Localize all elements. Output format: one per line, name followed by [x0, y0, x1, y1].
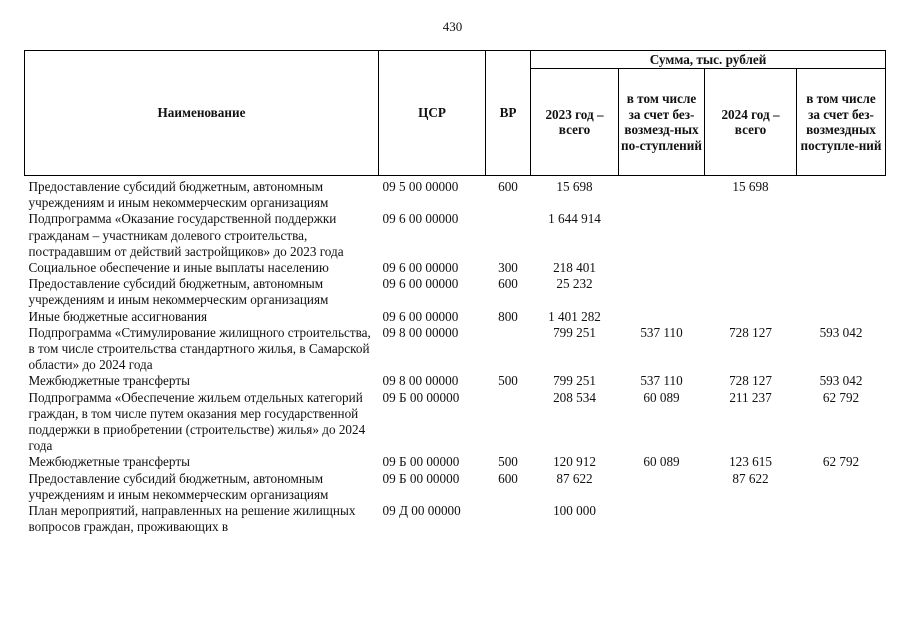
row-2024-free: 593 042 [819, 324, 863, 340]
row-2023-free [619, 503, 705, 535]
row-2023-total: 208 534 [553, 389, 596, 405]
row-2023-total: 87 622 [556, 470, 593, 486]
row-2023-total: 120 912 [553, 454, 596, 470]
row-2024-free [797, 503, 886, 535]
row-vr: 600 [498, 179, 518, 194]
row-csr: 09 Б 00 00000 [382, 389, 460, 405]
row-2024-total: 87 622 [732, 470, 769, 486]
row-2024-total: 123 615 [729, 454, 772, 470]
row-name: Межбюджетные трансферты [28, 373, 190, 389]
table-row [25, 373, 886, 389]
row-csr: 09 Б 00 00000 [382, 454, 460, 470]
row-csr: 09 6 00 00000 [382, 260, 459, 276]
row-csr: 09 6 00 00000 [382, 276, 459, 292]
table-row [25, 390, 886, 455]
row-vr [486, 390, 531, 455]
row-vr: 500 [498, 454, 518, 470]
row-name: План мероприятий, направленных на решение жилищных вопросов граждан, проживающих в [28, 503, 356, 535]
row-2024-total: 211 237 [729, 389, 772, 405]
row-2023-total: 1 401 282 [548, 308, 601, 324]
row-vr: 600 [498, 276, 518, 292]
row-2024-free [797, 276, 886, 308]
header-total-2024: 2024 год – всего [705, 69, 797, 176]
table-row [25, 276, 886, 308]
row-vr: 500 [498, 373, 518, 389]
row-csr: 09 6 00 00000 [382, 211, 459, 227]
budget-table [24, 50, 886, 535]
row-2024-free: 62 792 [822, 389, 860, 405]
row-2024-total: 728 127 [729, 324, 772, 340]
header-sum: Сумма, тыс. рублей [531, 51, 886, 69]
table-row [25, 309, 886, 325]
row-2023-free [619, 176, 705, 212]
row-2024-total [705, 503, 797, 535]
row-2023-free [619, 309, 705, 325]
row-csr: 09 6 00 00000 [382, 308, 459, 324]
row-2023-total: 1 644 914 [548, 211, 601, 227]
header-incl-2023: в том числе за счет без-возмезд-ных по-ступлений [619, 69, 705, 176]
row-2023-free: 537 110 [640, 373, 683, 389]
row-name: Подпрограмма «Стимулирование жилищного строительства, в том числе строительства стандартного жилья, в Самарской области» до 2024 года [28, 324, 371, 373]
header-csr: ЦСР [379, 51, 486, 176]
row-2023-free: 537 110 [640, 324, 683, 340]
row-name: Предоставление субсидий бюджетным, автономным учреждениям и иным некоммерческим организациям [28, 276, 329, 308]
row-csr: 09 Д 00 00000 [382, 503, 461, 519]
row-name: Социальное обеспечение и иные выплаты населению [28, 260, 329, 276]
row-vr [486, 503, 531, 535]
row-vr: 800 [498, 308, 518, 324]
row-csr: 09 Б 00 00000 [382, 470, 460, 486]
header-total-2023: 2023 год – всего [531, 69, 619, 176]
row-2023-free: 60 089 [643, 389, 680, 405]
table-header [25, 51, 886, 176]
row-2024-total [705, 309, 797, 325]
row-2024-free [797, 260, 886, 276]
row-2023-free [619, 260, 705, 276]
row-2023-total: 15 698 [556, 179, 593, 194]
row-vr [486, 211, 531, 260]
row-2023-total: 100 000 [553, 503, 596, 519]
row-2024-free [797, 309, 886, 325]
row-name: Иные бюджетные ассигнования [28, 308, 208, 324]
table-body [25, 176, 886, 536]
row-2024-total [705, 276, 797, 308]
row-2023-free [619, 471, 705, 503]
row-2024-free [797, 211, 886, 260]
table-row [25, 176, 886, 212]
row-name: Подпрограмма «Обеспечение жильем отдельных категорий граждан, в том числе путем оказания мер государственной поддержки в приобретении (строительстве) жилья» до 2024 года [28, 389, 366, 454]
row-2024-free: 62 792 [822, 454, 860, 470]
row-2024-total [705, 260, 797, 276]
row-2023-free [619, 211, 705, 260]
row-name: Межбюджетные трансферты [28, 454, 190, 470]
row-2024-free [797, 176, 886, 212]
row-csr: 09 8 00 00000 [382, 324, 459, 340]
row-2023-total: 25 232 [556, 276, 593, 292]
header-incl-2024: в том числе за счет без-возмездных поступле-ний [797, 69, 886, 176]
row-2023-total: 799 251 [553, 324, 596, 340]
table-row [25, 471, 886, 503]
row-2024-total: 728 127 [729, 373, 772, 389]
row-vr [486, 325, 531, 374]
row-vr: 600 [498, 470, 518, 486]
row-csr: 09 8 00 00000 [382, 373, 459, 389]
table-row [25, 211, 886, 260]
row-2024-free [797, 471, 886, 503]
row-name: Предоставление субсидий бюджетным, автономным учреждениям и иным некоммерческим организациям [28, 470, 329, 502]
row-csr: 09 5 00 00000 [382, 179, 459, 194]
table-row [25, 260, 886, 276]
row-2023-free [619, 276, 705, 308]
row-2024-free: 593 042 [819, 373, 863, 389]
row-2023-free: 60 089 [643, 454, 680, 470]
table-row [25, 325, 886, 374]
table-row [25, 503, 886, 535]
row-name: Подпрограмма «Оказание государственной поддержки гражданам – участникам долевого строительства, пострадавшим от действий застройщиков» до 2023 года [28, 211, 344, 259]
header-name: Наименование [25, 51, 379, 176]
row-name: Предоставление субсидий бюджетным, автономным учреждениям и иным некоммерческим организациям [28, 179, 329, 211]
row-2023-total: 799 251 [553, 373, 596, 389]
row-2024-total: 15 698 [732, 179, 769, 194]
page-number: 430 [442, 19, 463, 34]
row-vr: 300 [498, 260, 518, 276]
row-2023-total: 218 401 [553, 260, 596, 276]
header-vr: ВР [486, 51, 531, 176]
row-2024-total [705, 211, 797, 260]
table-row [25, 454, 886, 470]
